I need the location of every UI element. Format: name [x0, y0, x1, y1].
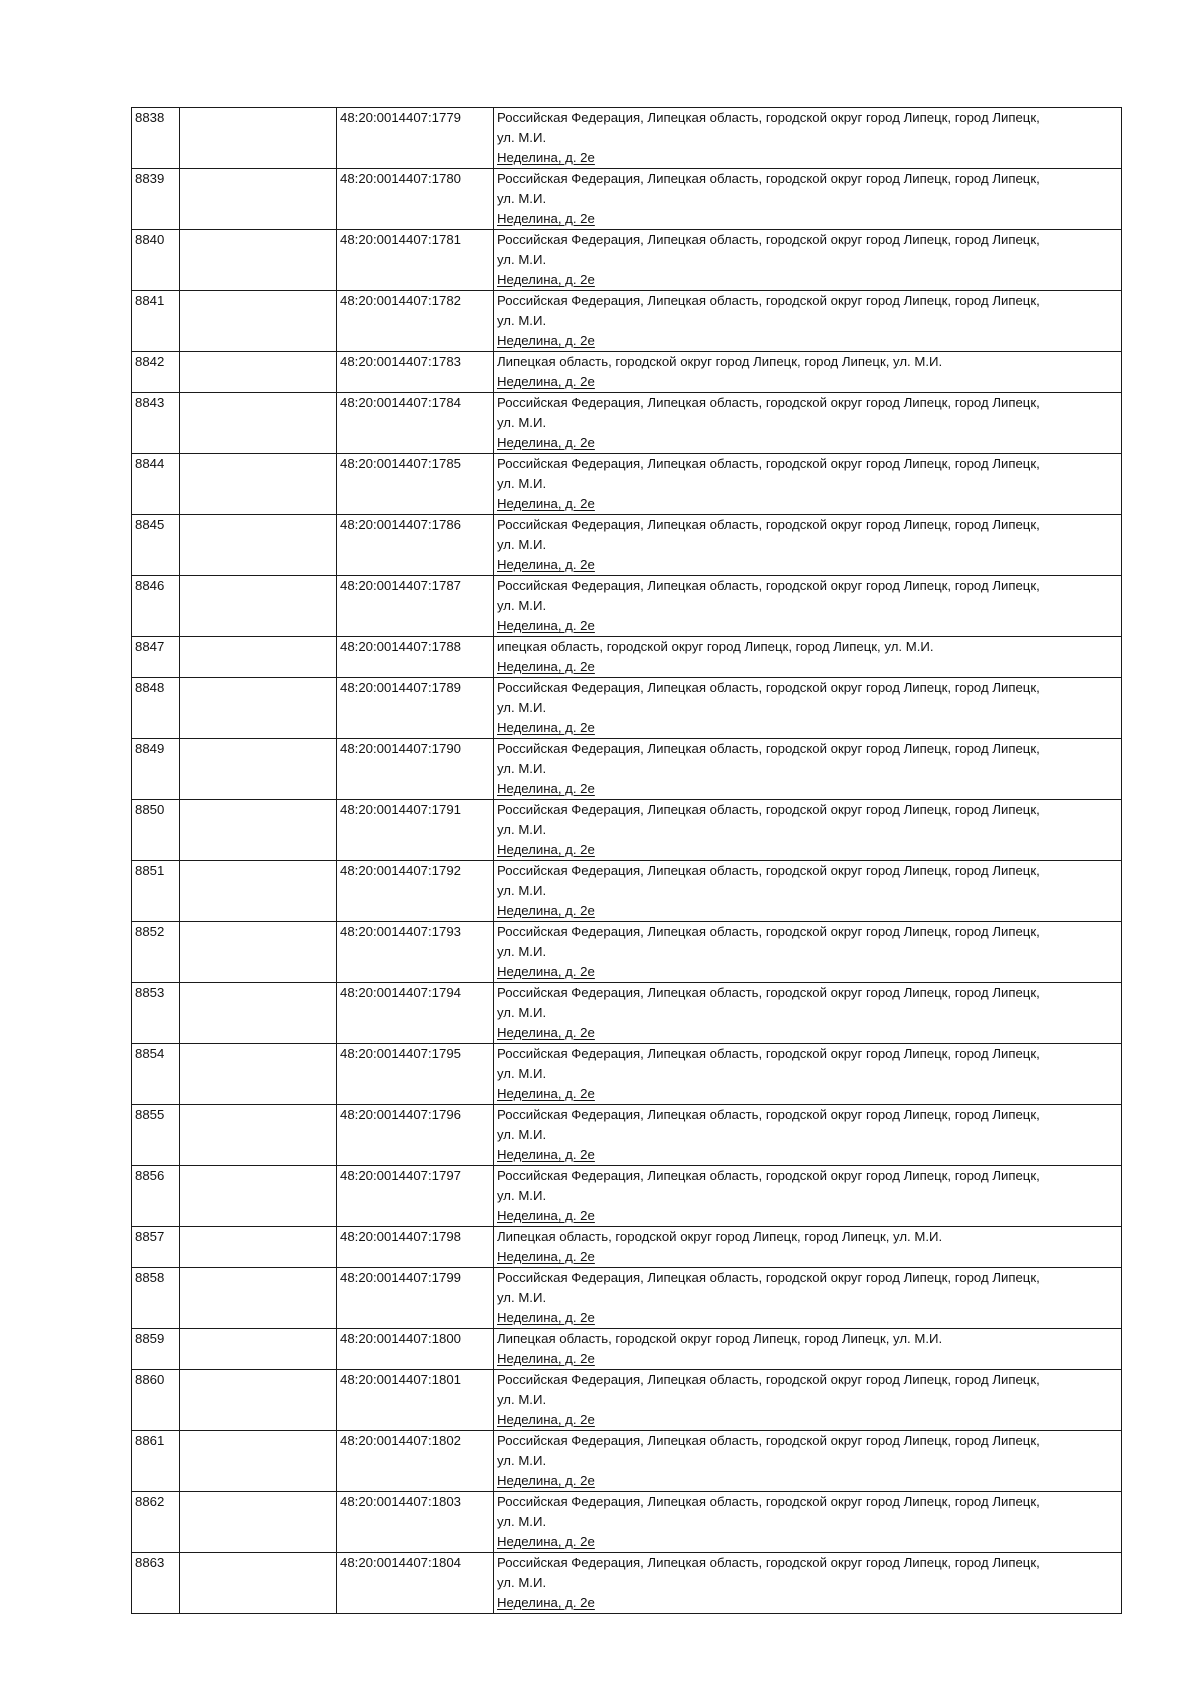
- address-line: Неделина, д. 2е: [497, 842, 595, 857]
- address-cell: [494, 1492, 1122, 1553]
- row-number-cell: 8860: [132, 1370, 180, 1431]
- row-number-cell: 8857: [132, 1227, 180, 1268]
- cadastral-number-cell: 48:20:0014407:1803: [337, 1492, 494, 1553]
- address-line: ул. М.И.: [497, 252, 547, 267]
- address-line: Неделина, д. 2е: [497, 1534, 595, 1549]
- row-number-cell: 8851: [132, 861, 180, 922]
- row-number-cell: 8855: [132, 1105, 180, 1166]
- cadastral-number-cell: 48:20:0014407:1782: [337, 291, 494, 352]
- row-number-cell: 8850: [132, 800, 180, 861]
- table-row: [132, 861, 1122, 922]
- address-line: ул. М.И.: [497, 537, 547, 552]
- address-line: ул. М.И.: [497, 761, 547, 776]
- address-line: Неделина, д. 2е: [497, 435, 595, 450]
- address-line: ул. М.И.: [497, 130, 547, 145]
- empty-cell: [180, 922, 337, 983]
- address-line: Неделина, д. 2е: [497, 1310, 595, 1325]
- address-line: Липецкая область, городской округ город Липецк, город Липецк, ул. М.И.: [497, 354, 943, 369]
- address-cell: [494, 861, 1122, 922]
- address-line: ул. М.И.: [497, 1575, 547, 1590]
- row-number-cell: 8856: [132, 1166, 180, 1227]
- address-line: Неделина, д. 2е: [497, 903, 595, 918]
- address-line: Неделина, д. 2е: [497, 964, 595, 979]
- address-line: ул. М.И.: [497, 598, 547, 613]
- empty-cell: [180, 678, 337, 739]
- address-line: ул. М.И.: [497, 1453, 547, 1468]
- address-line: Российская Федерация, Липецкая область, городской округ город Липецк, город Липецк,: [497, 802, 1040, 817]
- table-row: [132, 291, 1122, 352]
- address-line: Российская Федерация, Липецкая область, городской округ город Липецк, город Липецк,: [497, 1494, 1040, 1509]
- empty-cell: [180, 1268, 337, 1329]
- address-line: Российская Федерация, Липецкая область, городской округ город Липецк, город Липецк,: [497, 863, 1040, 878]
- address-line: Российская Федерация, Липецкая область, городской округ город Липецк, город Липецк,: [497, 395, 1040, 410]
- address-line: Российская Федерация, Липецкая область, городской округ город Липецк, город Липецк,: [497, 456, 1040, 471]
- address-line: Неделина, д. 2е: [497, 1412, 595, 1427]
- row-number-cell: 8847: [132, 637, 180, 678]
- address-line: Российская Федерация, Липецкая область, городской округ город Липецк, город Липецк,: [497, 171, 1040, 186]
- address-cell: [494, 637, 1122, 678]
- address-cell: [494, 352, 1122, 393]
- table-row: [132, 576, 1122, 637]
- address-cell: [494, 800, 1122, 861]
- empty-cell: [180, 230, 337, 291]
- address-line: Российская Федерация, Липецкая область, городской округ город Липецк, город Липецк,: [497, 1107, 1040, 1122]
- empty-cell: [180, 515, 337, 576]
- cadastral-number-cell: 48:20:0014407:1788: [337, 637, 494, 678]
- empty-cell: [180, 1492, 337, 1553]
- empty-cell: [180, 983, 337, 1044]
- cadastral-number-cell: 48:20:0014407:1796: [337, 1105, 494, 1166]
- table-row: [132, 108, 1122, 169]
- address-line: ул. М.И.: [497, 883, 547, 898]
- address-cell: [494, 169, 1122, 230]
- row-number-cell: 8854: [132, 1044, 180, 1105]
- address-cell: [494, 454, 1122, 515]
- table-row: [132, 1329, 1122, 1370]
- empty-cell: [180, 1329, 337, 1370]
- registry-table-body: [132, 108, 1122, 1614]
- empty-cell: [180, 739, 337, 800]
- address-line: ул. М.И.: [497, 1290, 547, 1305]
- address-line: ул. М.И.: [497, 1188, 547, 1203]
- cadastral-number-cell: 48:20:0014407:1779: [337, 108, 494, 169]
- table-row: [132, 1492, 1122, 1553]
- address-line: Неделина, д. 2е: [497, 1473, 595, 1488]
- cadastral-number-cell: 48:20:0014407:1804: [337, 1553, 494, 1614]
- address-line: ул. М.И.: [497, 313, 547, 328]
- row-number-cell: 8848: [132, 678, 180, 739]
- address-line: Неделина, д. 2е: [497, 272, 595, 287]
- table-row: [132, 1044, 1122, 1105]
- address-line: ул. М.И.: [497, 1005, 547, 1020]
- row-number-cell: 8862: [132, 1492, 180, 1553]
- cadastral-number-cell: 48:20:0014407:1794: [337, 983, 494, 1044]
- row-number-cell: 8861: [132, 1431, 180, 1492]
- row-number-cell: 8842: [132, 352, 180, 393]
- address-line: Российская Федерация, Липецкая область, городской округ город Липецк, город Липецк,: [497, 293, 1040, 308]
- address-line: Российская Федерация, Липецкая область, городской округ город Липецк, город Липецк,: [497, 232, 1040, 247]
- cadastral-number-cell: 48:20:0014407:1783: [337, 352, 494, 393]
- address-cell: [494, 922, 1122, 983]
- empty-cell: [180, 1227, 337, 1268]
- table-row: [132, 352, 1122, 393]
- address-line: Неделина, д. 2е: [497, 1025, 595, 1040]
- address-line: Неделина, д. 2е: [497, 333, 595, 348]
- empty-cell: [180, 454, 337, 515]
- cadastral-number-cell: 48:20:0014407:1781: [337, 230, 494, 291]
- address-cell: [494, 515, 1122, 576]
- address-line: Российская Федерация, Липецкая область, городской округ город Липецк, город Липецк,: [497, 924, 1040, 939]
- address-line: Неделина, д. 2е: [497, 618, 595, 633]
- address-line: Неделина, д. 2е: [497, 1249, 595, 1264]
- cadastral-number-cell: 48:20:0014407:1798: [337, 1227, 494, 1268]
- table-row: [132, 1431, 1122, 1492]
- empty-cell: [180, 576, 337, 637]
- row-number-cell: 8853: [132, 983, 180, 1044]
- address-cell: [494, 1044, 1122, 1105]
- cadastral-number-cell: 48:20:0014407:1791: [337, 800, 494, 861]
- address-cell: [494, 1227, 1122, 1268]
- row-number-cell: 8841: [132, 291, 180, 352]
- address-cell: [494, 1431, 1122, 1492]
- address-line: Российская Федерация, Липецкая область, городской округ город Липецк, город Липецк,: [497, 1270, 1040, 1285]
- table-row: [132, 678, 1122, 739]
- table-row: [132, 1166, 1122, 1227]
- address-line: ул. М.И.: [497, 191, 547, 206]
- table-row: [132, 739, 1122, 800]
- address-line: ул. М.И.: [497, 1514, 547, 1529]
- address-line: Российская Федерация, Липецкая область, городской округ город Липецк, город Липецк,: [497, 517, 1040, 532]
- address-line: Российская Федерация, Липецкая область, городской округ город Липецк, город Липецк,: [497, 741, 1040, 756]
- cadastral-number-cell: 48:20:0014407:1799: [337, 1268, 494, 1329]
- address-line: Неделина, д. 2е: [497, 1595, 595, 1610]
- address-line: ул. М.И.: [497, 1066, 547, 1081]
- address-line: ул. М.И.: [497, 1392, 547, 1407]
- cadastral-number-cell: 48:20:0014407:1786: [337, 515, 494, 576]
- address-line: Российская Федерация, Липецкая область, городской округ город Липецк, город Липецк,: [497, 1168, 1040, 1183]
- row-number-cell: 8859: [132, 1329, 180, 1370]
- address-cell: [494, 1553, 1122, 1614]
- address-line: Неделина, д. 2е: [497, 557, 595, 572]
- address-cell: [494, 1329, 1122, 1370]
- cadastral-number-cell: 48:20:0014407:1792: [337, 861, 494, 922]
- address-line: Неделина, д. 2е: [497, 1086, 595, 1101]
- table-row: [132, 922, 1122, 983]
- address-line: ул. М.И.: [497, 700, 547, 715]
- cadastral-number-cell: 48:20:0014407:1789: [337, 678, 494, 739]
- empty-cell: [180, 861, 337, 922]
- cadastral-number-cell: 48:20:0014407:1800: [337, 1329, 494, 1370]
- empty-cell: [180, 169, 337, 230]
- empty-cell: [180, 1553, 337, 1614]
- row-number-cell: 8839: [132, 169, 180, 230]
- empty-cell: [180, 291, 337, 352]
- address-line: Российская Федерация, Липецкая область, городской округ город Липецк, город Липецк,: [497, 110, 1040, 125]
- table-row: [132, 1105, 1122, 1166]
- row-number-cell: 8844: [132, 454, 180, 515]
- address-line: Российская Федерация, Липецкая область, городской округ город Липецк, город Липецк,: [497, 578, 1040, 593]
- empty-cell: [180, 637, 337, 678]
- address-line: ул. М.И.: [497, 1127, 547, 1142]
- address-line: ул. М.И.: [497, 476, 547, 491]
- address-cell: [494, 678, 1122, 739]
- cadastral-number-cell: 48:20:0014407:1784: [337, 393, 494, 454]
- cadastral-number-cell: 48:20:0014407:1801: [337, 1370, 494, 1431]
- empty-cell: [180, 1044, 337, 1105]
- empty-cell: [180, 1431, 337, 1492]
- table-row: [132, 1227, 1122, 1268]
- address-line: ул. М.И.: [497, 415, 547, 430]
- address-cell: [494, 108, 1122, 169]
- cadastral-number-cell: 48:20:0014407:1802: [337, 1431, 494, 1492]
- address-line: Неделина, д. 2е: [497, 1208, 595, 1223]
- table-row: [132, 454, 1122, 515]
- address-cell: [494, 291, 1122, 352]
- address-line: Липецкая область, городской округ город Липецк, город Липецк, ул. М.И.: [497, 1331, 943, 1346]
- table-row: [132, 393, 1122, 454]
- empty-cell: [180, 800, 337, 861]
- row-number-cell: 8846: [132, 576, 180, 637]
- table-row: [132, 515, 1122, 576]
- empty-cell: [180, 352, 337, 393]
- cadastral-number-cell: 48:20:0014407:1795: [337, 1044, 494, 1105]
- address-line: Российская Федерация, Липецкая область, городской округ город Липецк, город Липецк,: [497, 680, 1040, 695]
- address-line: Неделина, д. 2е: [497, 150, 595, 165]
- address-line: ул. М.И.: [497, 944, 547, 959]
- address-cell: [494, 983, 1122, 1044]
- address-line: Российская Федерация, Липецкая область, городской округ город Липецк, город Липецк,: [497, 985, 1040, 1000]
- cadastral-number-cell: 48:20:0014407:1785: [337, 454, 494, 515]
- address-line: Российская Федерация, Липецкая область, городской округ город Липецк, город Липецк,: [497, 1372, 1040, 1387]
- address-cell: [494, 1370, 1122, 1431]
- empty-cell: [180, 1370, 337, 1431]
- empty-cell: [180, 1166, 337, 1227]
- cadastral-number-cell: 48:20:0014407:1793: [337, 922, 494, 983]
- address-line: Неделина, д. 2е: [497, 1147, 595, 1162]
- address-cell: [494, 739, 1122, 800]
- address-line: ул. М.И.: [497, 822, 547, 837]
- cadastral-number-cell: 48:20:0014407:1780: [337, 169, 494, 230]
- address-cell: [494, 393, 1122, 454]
- address-line: Российская Федерация, Липецкая область, городской округ город Липецк, город Липецк,: [497, 1433, 1040, 1448]
- table-row: [132, 800, 1122, 861]
- address-line: Неделина, д. 2е: [497, 496, 595, 511]
- address-line: Неделина, д. 2е: [497, 659, 595, 674]
- table-row: [132, 1268, 1122, 1329]
- empty-cell: [180, 393, 337, 454]
- empty-cell: [180, 1105, 337, 1166]
- cadastral-number-cell: 48:20:0014407:1787: [337, 576, 494, 637]
- address-line: Неделина, д. 2е: [497, 1351, 595, 1366]
- address-line: Неделина, д. 2е: [497, 781, 595, 796]
- table-row: [132, 230, 1122, 291]
- row-number-cell: 8858: [132, 1268, 180, 1329]
- address-cell: [494, 230, 1122, 291]
- address-line: Неделина, д. 2е: [497, 374, 595, 389]
- row-number-cell: 8843: [132, 393, 180, 454]
- table-row: [132, 1370, 1122, 1431]
- cadastral-number-cell: 48:20:0014407:1790: [337, 739, 494, 800]
- row-number-cell: 8845: [132, 515, 180, 576]
- address-line: Неделина, д. 2е: [497, 720, 595, 735]
- row-number-cell: 8838: [132, 108, 180, 169]
- address-line: Неделина, д. 2е: [497, 211, 595, 226]
- table-row: [132, 983, 1122, 1044]
- empty-cell: [180, 108, 337, 169]
- row-number-cell: 8863: [132, 1553, 180, 1614]
- address-cell: [494, 576, 1122, 637]
- table-row: [132, 169, 1122, 230]
- cadastral-number-cell: 48:20:0014407:1797: [337, 1166, 494, 1227]
- address-line: Российская Федерация, Липецкая область, городской округ город Липецк, город Липецк,: [497, 1555, 1040, 1570]
- table-row: [132, 637, 1122, 678]
- address-line: ипецкая область, городской округ город Липецк, город Липецк, ул. М.И.: [497, 639, 934, 654]
- row-number-cell: 8840: [132, 230, 180, 291]
- row-number-cell: 8852: [132, 922, 180, 983]
- registry-table: [131, 107, 1122, 1614]
- address-cell: [494, 1105, 1122, 1166]
- address-line: Липецкая область, городской округ город Липецк, город Липецк, ул. М.И.: [497, 1229, 943, 1244]
- address-cell: [494, 1166, 1122, 1227]
- row-number-cell: 8849: [132, 739, 180, 800]
- address-cell: [494, 1268, 1122, 1329]
- table-row: [132, 1553, 1122, 1614]
- address-line: Российская Федерация, Липецкая область, городской округ город Липецк, город Липецк,: [497, 1046, 1040, 1061]
